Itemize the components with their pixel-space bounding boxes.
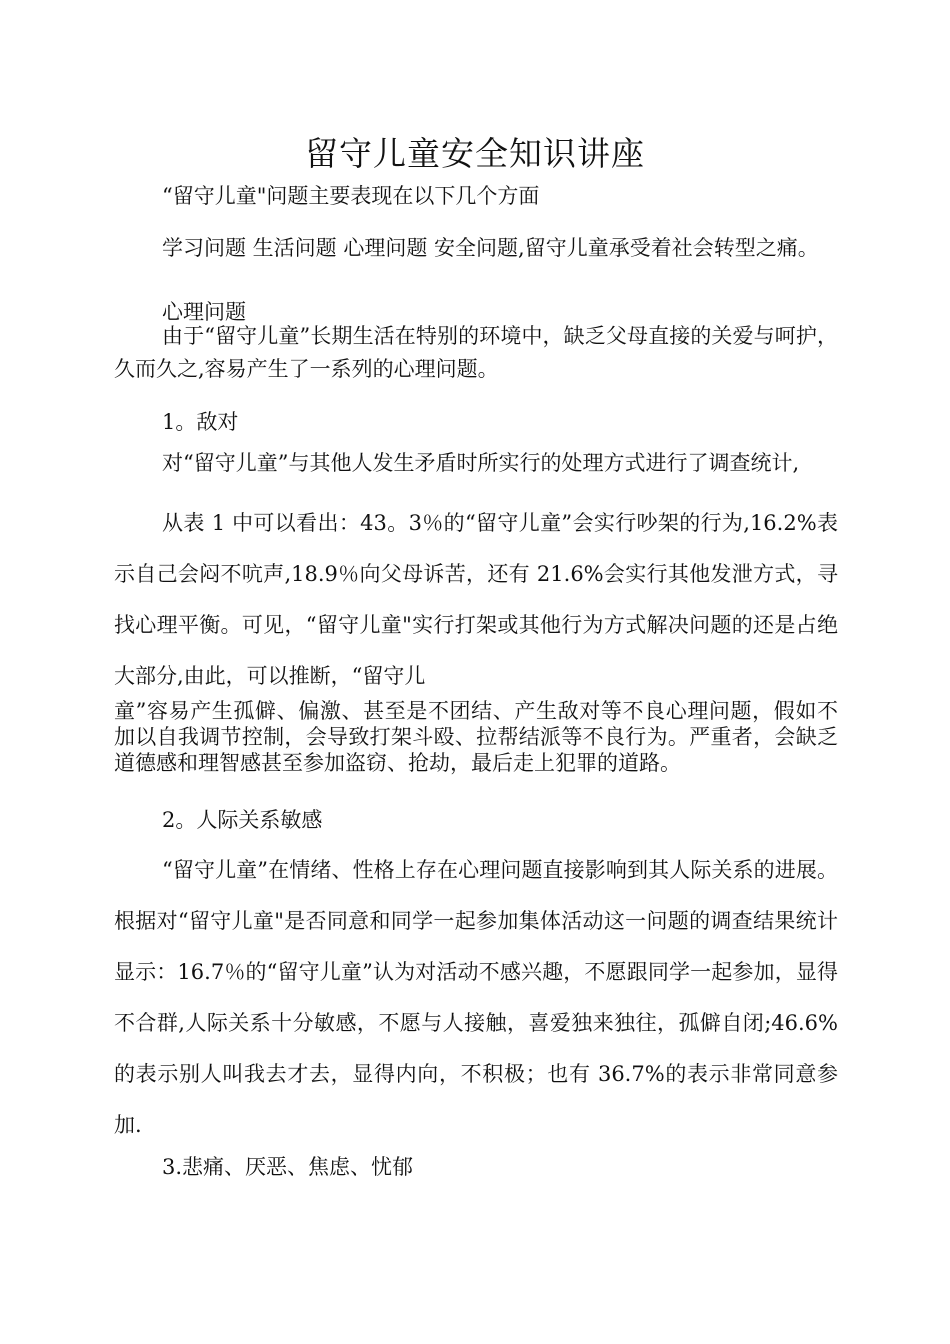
intro-heading: “留守儿童"问题主要表现在以下几个方面 <box>162 184 540 208</box>
section-heading: 心理问题 <box>162 300 246 324</box>
item2-heading: 2。人际关系敏感 <box>162 808 323 832</box>
item1-heading: 1。敌对 <box>162 410 239 434</box>
item3-heading: 3.悲痛、厌恶、焦虑、忧郁 <box>162 1155 414 1179</box>
item2-paragraph: “留守儿童”在情绪、性格上存在心理问题直接影响到其人际关系的进展。根据对“留守儿童"是否同意和同学一起参加集体活动这一问题的调查结果统计显示：16.7％的“留守儿童”认为对活动不感兴趣，不愿跟同学一起参加，显得不合群,人际关系十分敏感，不愿与人接触，喜爱独来独往，孤僻自闭;46.6%的表示别人叫我去才去，显得内向，不积极；也有 36.7%的表示非常同意参加. <box>114 858 838 1137</box>
document-title: 留守儿童安全知识讲座 <box>305 134 645 173</box>
section-intro-paragraph: 由于“留守儿童”长期生活在特别的环境中，缺乏父母直接的关爱与呵护，久而久之,容易产生了一系列的心理问题。 <box>114 324 838 381</box>
item1-paragraph-1: 对“留守儿童”与其他人发生矛盾时所实行的处理方式进行了调查统计, <box>162 451 800 475</box>
item1-paragraph-2-continued: 童”容易产生孤僻、偏激、甚至是不团结、产生敌对等不良心理问题，假如不加以自我调节控制，会导致打架斗殴、拉帮结派等不良行为。严重者，会缺乏道德感和理智感甚至参加盗窃、抢劫，最后走上犯罪的道路。 <box>114 699 838 775</box>
intro-paragraph: 学习问题 生活问题 心理问题 安全问题,留守儿童承受着社会转型之痛。 <box>162 236 819 260</box>
item1-paragraph-2: 从表 1 中可以看出：43。3％的“留守儿童”会实行吵架的行为,16.2%表示自己会闷不吭声,18.9％向父母诉苦，还有 21.6%会实行其他发泄方式，寻找心理平衡。可见，“留守儿童"实行打架或其他行为方式解决问题的还是占绝大部分,由此，可以推断，“留守儿 <box>114 511 838 688</box>
